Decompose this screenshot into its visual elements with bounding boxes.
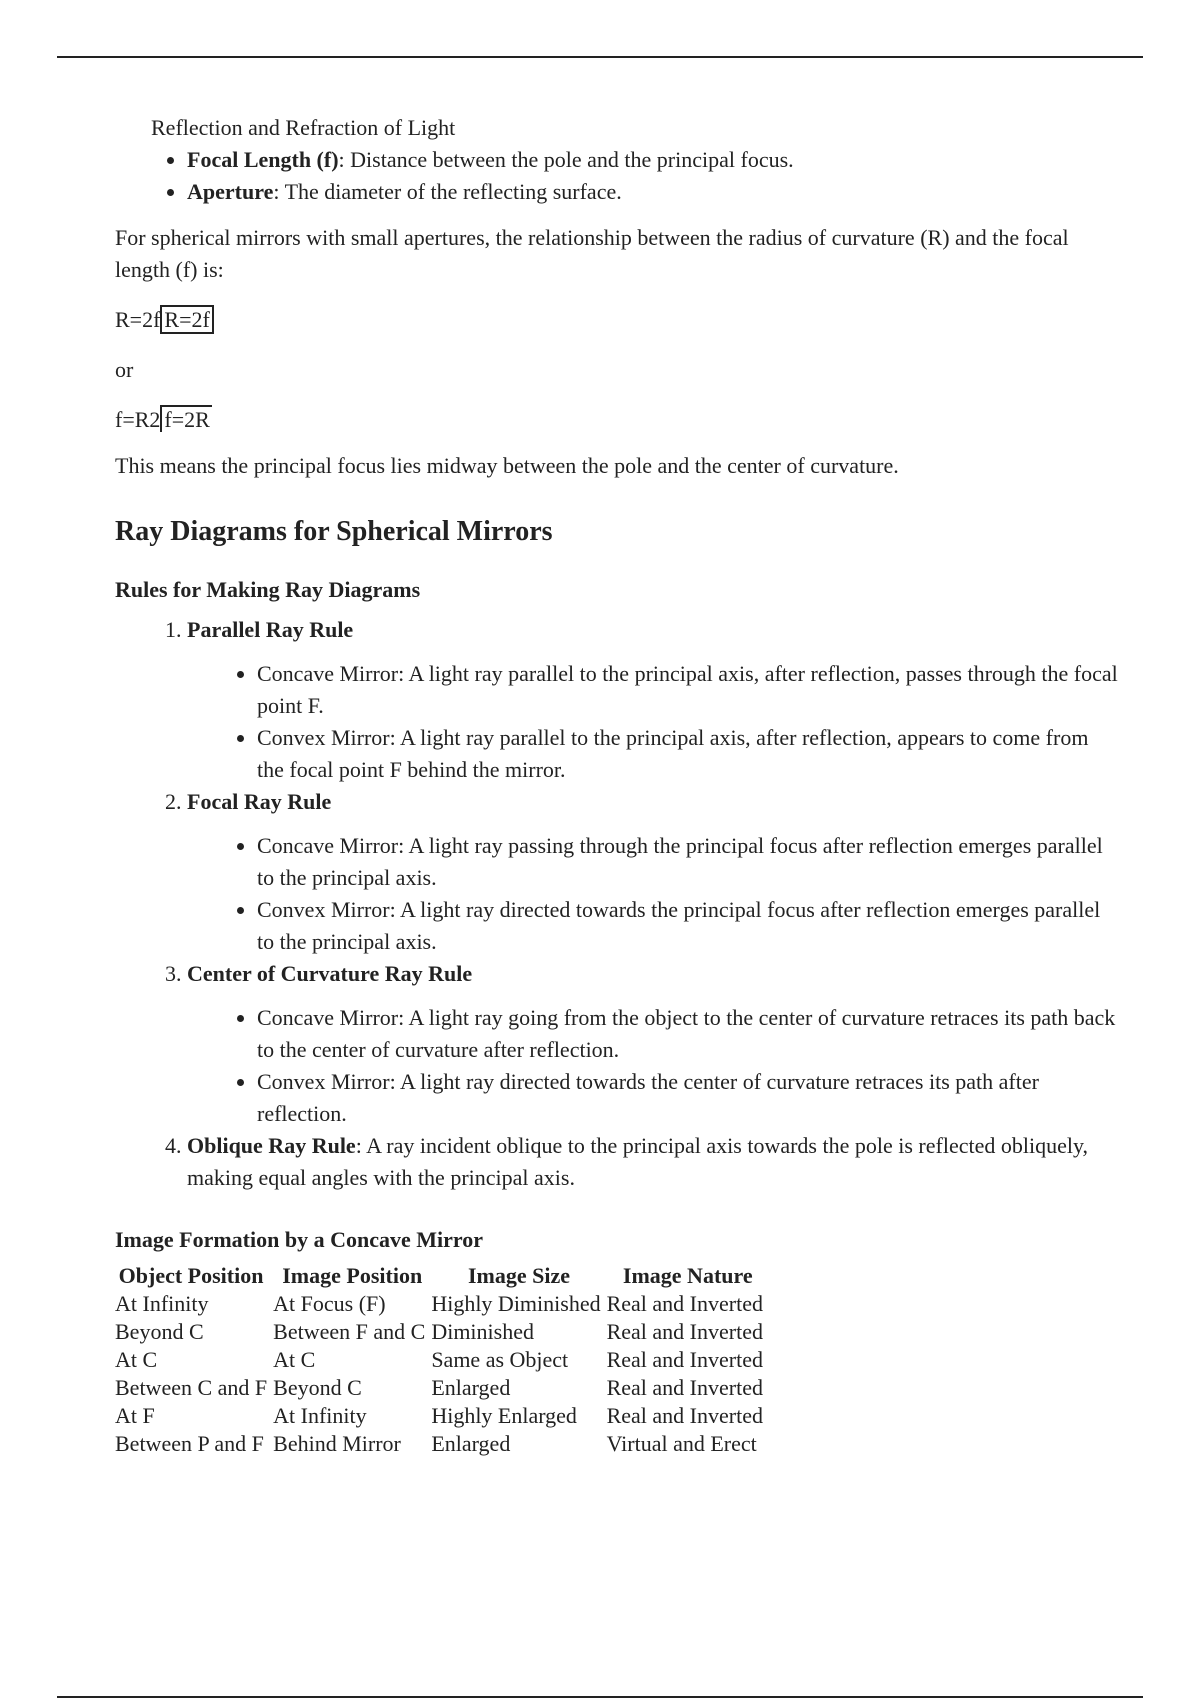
rule-title: Focal Ray Rule <box>187 789 332 814</box>
relationship-intro: For spherical mirrors with small apertures, the relationship between the radius of curvature (R) and the focal length (f) is: <box>115 225 1069 282</box>
table-cell: At Infinity <box>115 1291 209 1316</box>
table-cell: Highly Enlarged <box>431 1403 577 1428</box>
table-row <box>115 1290 769 1318</box>
rule-item <box>187 958 1120 1130</box>
table-cell: Real and Inverted <box>606 1347 763 1372</box>
rule-item <box>187 614 1120 786</box>
table-row <box>115 1374 769 1402</box>
rule-bullet: • Concave Mirror: A light ray going from the object to the center of curvature retraces its path back to the center of curvature after reflection. <box>257 1002 1120 1066</box>
table-cell: At C <box>115 1347 158 1372</box>
table-row <box>115 1346 769 1374</box>
table-cell: Real and Inverted <box>606 1319 763 1344</box>
table-cell: Beyond C <box>273 1375 362 1400</box>
table-header-cell: Image Nature <box>622 1263 753 1288</box>
rules-title: Rules for Making Ray Diagrams <box>115 577 421 602</box>
rule-bullet: • Concave Mirror: A light ray passing through the principal focus after reflection emerges parallel to the principal axis. <box>257 830 1120 894</box>
rule-bullets <box>187 830 1120 958</box>
rule-bullet: • Concave Mirror: A light ray parallel to the principal axis, after reflection, passes through the focal point F. <box>257 658 1120 722</box>
formula-plain: f=R2 <box>115 407 161 432</box>
rule-title: Center of Curvature Ray Rule <box>187 961 473 986</box>
table-cell: At F <box>115 1403 155 1428</box>
table-cell: Highly Diminished <box>431 1291 601 1316</box>
table-cell: Diminished <box>431 1319 534 1344</box>
rule-bullet: • Convex Mirror: A light ray directed towards the principal focus after reflection emerges parallel to the principal axis. <box>257 894 1120 958</box>
definition-list <box>115 144 1120 208</box>
rule-title: Oblique Ray Rule <box>187 1133 356 1158</box>
table-title: Image Formation by a Concave Mirror <box>115 1227 484 1252</box>
table-cell: Between C and F <box>115 1375 268 1400</box>
rule-bullet: • Convex Mirror: A light ray parallel to the principal axis, after reflection, appears to come from the focal point F behind the mirror. <box>257 722 1120 786</box>
table-cell: Beyond C <box>115 1319 204 1344</box>
table-row <box>115 1402 769 1430</box>
rule-text: : A ray incident oblique to the principal axis towards the pole is reflected obliquely, making equal angles with the principal axis. <box>187 1133 1089 1190</box>
table-cell: Between P and F <box>115 1431 264 1456</box>
meaning-text: This means the principal focus lies midway between the pole and the center of curvature. <box>115 453 899 478</box>
definition-term: Aperture <box>187 179 274 204</box>
table-cell: At C <box>273 1347 316 1372</box>
table-cell: At Infinity <box>273 1403 367 1428</box>
table-cell: Behind Mirror <box>273 1431 401 1456</box>
image-formation-table <box>115 1262 769 1458</box>
table-row <box>115 1430 769 1458</box>
formula-boxed: f=2R <box>160 405 211 432</box>
table-cell: Enlarged <box>431 1431 511 1456</box>
rules-list <box>115 614 1120 1194</box>
definition-item <box>187 144 1120 176</box>
table-cell: Real and Inverted <box>606 1403 763 1428</box>
rule-bullet: • Convex Mirror: A light ray directed towards the center of curvature retraces its path after reflection. <box>257 1066 1120 1130</box>
rule-bullets <box>187 658 1120 786</box>
section-title: Ray Diagrams for Spherical Mirrors <box>115 516 553 547</box>
page-header-text: Reflection and Refraction of Light <box>151 115 456 140</box>
table-cell: Same as Object <box>431 1347 569 1372</box>
table-header-row <box>115 1262 769 1290</box>
rule-item <box>187 1130 1120 1194</box>
table-cell: At Focus (F) <box>273 1291 386 1316</box>
table-header-cell: Object Position <box>118 1263 264 1288</box>
definition-text: : Distance between the pole and the principal focus. <box>338 147 794 172</box>
formula-focal <box>115 404 1120 436</box>
table-row <box>115 1318 769 1346</box>
formula-plain: R=2f <box>115 307 161 332</box>
table-header-cell: Image Size <box>467 1263 570 1288</box>
rule-title: Parallel Ray Rule <box>187 617 354 642</box>
document-body <box>115 112 1120 1458</box>
definition-text: : The diameter of the reflecting surface. <box>273 179 622 204</box>
table-cell: Between F and C <box>273 1319 426 1344</box>
footer-rule <box>57 1696 1143 1698</box>
table-header-cell: Image Position <box>282 1263 423 1288</box>
table-cell: Real and Inverted <box>606 1375 763 1400</box>
header-rule <box>57 56 1143 58</box>
formula-boxed: R=2f <box>160 305 213 334</box>
definition-term: Focal Length (f) <box>187 147 339 172</box>
rule-bullets <box>187 1002 1120 1130</box>
table-cell: Virtual and Erect <box>606 1431 757 1456</box>
rule-item <box>187 786 1120 958</box>
or-text: or <box>115 357 134 382</box>
formula-radius <box>115 304 1120 336</box>
definition-item <box>187 176 1120 208</box>
table-cell: Real and Inverted <box>606 1291 763 1316</box>
table-cell: Enlarged <box>431 1375 511 1400</box>
